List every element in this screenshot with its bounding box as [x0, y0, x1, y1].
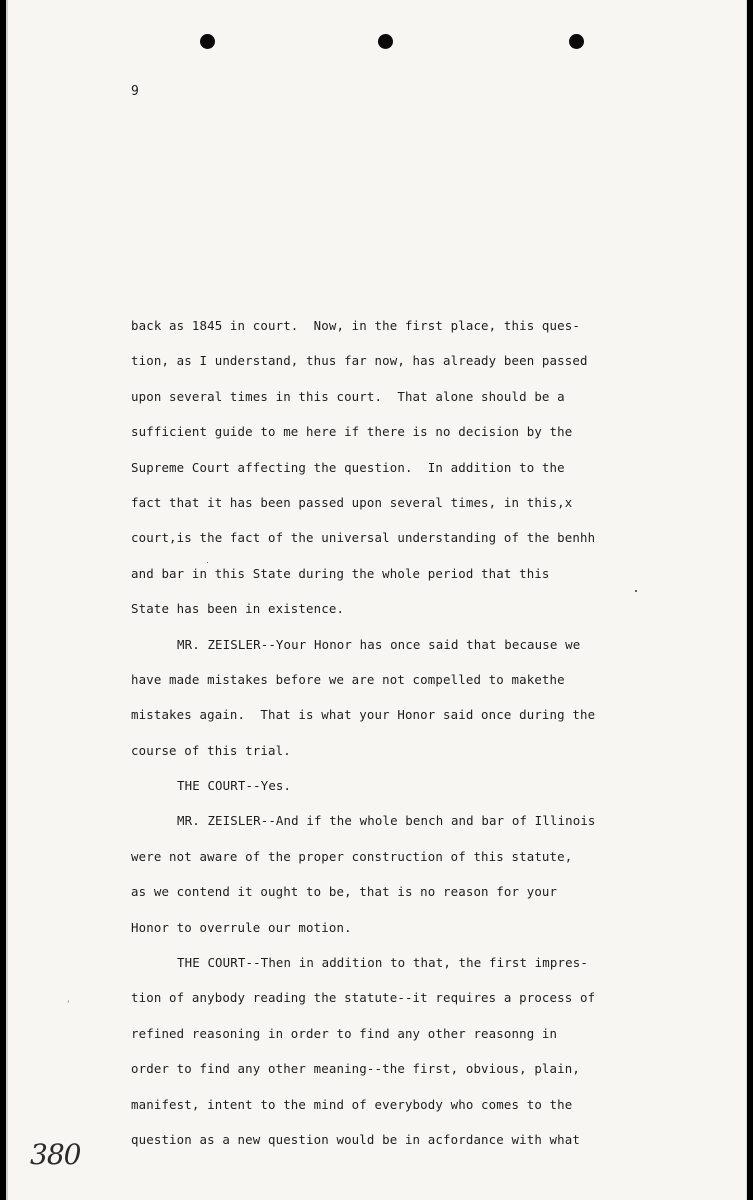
transcript-line: back as 1845 in court. Now, in the first place, this ques-	[131, 318, 580, 333]
transcript-line: MR. ZEISLER--Your Honor has once said that because we	[177, 636, 581, 652]
binder-hole	[200, 34, 215, 49]
transcript-line: order to find any other meaning--the first, obvious, plain,	[131, 1061, 580, 1077]
transcript-line: Honor to overrule our motion.	[131, 919, 352, 935]
transcript-text	[131, 315, 721, 1164]
transcript-line: sufficient guide to me here if there is no decision by the	[131, 424, 573, 440]
transcript-line: THE COURT--Yes.	[177, 778, 292, 794]
transcript-line: and bar in this State during the whole period that this	[131, 565, 550, 581]
transcript-line: THE COURT--Then in addition to that, the first impres-	[177, 955, 588, 971]
transcript-line: Supreme Court affecting the question. In addition to the	[131, 459, 565, 475]
transcript-line: refined reasoning in order to find any other reasonng in	[131, 1025, 558, 1041]
transcript-line: were not aware of the proper construction of this statute,	[131, 848, 573, 864]
transcript-line: question as a new question would be in acfordance with what	[131, 1131, 580, 1147]
binder-hole	[378, 34, 393, 49]
page-number: 9	[131, 84, 139, 99]
transcript-line: as we contend it ought to be, that is no reason for your	[131, 884, 558, 900]
transcript-line: State has been in existence.	[131, 601, 345, 617]
transcript-line: manifest, intent to the mind of everybody who comes to the	[131, 1096, 573, 1112]
transcript-line: have made mistakes before we are not compelled to makethe	[131, 671, 565, 687]
binder-hole	[569, 34, 584, 49]
ink-speck	[207, 562, 208, 563]
transcript-line: court,is the fact of the universal understanding of the benhh	[131, 530, 596, 546]
transcript-line: fact that it has been passed upon several times, in this,x	[131, 494, 573, 510]
transcript-line: course of this trial.	[131, 742, 291, 758]
ink-speck	[68, 1000, 69, 1003]
ink-speck	[635, 590, 637, 592]
transcript-line: upon several times in this court. That alone should be a	[131, 388, 565, 404]
handwritten-page-stamp: 380	[30, 1138, 81, 1171]
transcript-line: MR. ZEISLER--And if the whole bench and bar of Illinois	[177, 813, 596, 829]
transcript-line: mistakes again. That is what your Honor said once during the	[131, 707, 596, 723]
transcript-line: tion, as I understand, thus far now, has already been passed	[131, 353, 588, 369]
document-page	[6, 0, 747, 1200]
transcript-line: tion of anybody reading the statute--it requires a process of	[131, 990, 596, 1006]
